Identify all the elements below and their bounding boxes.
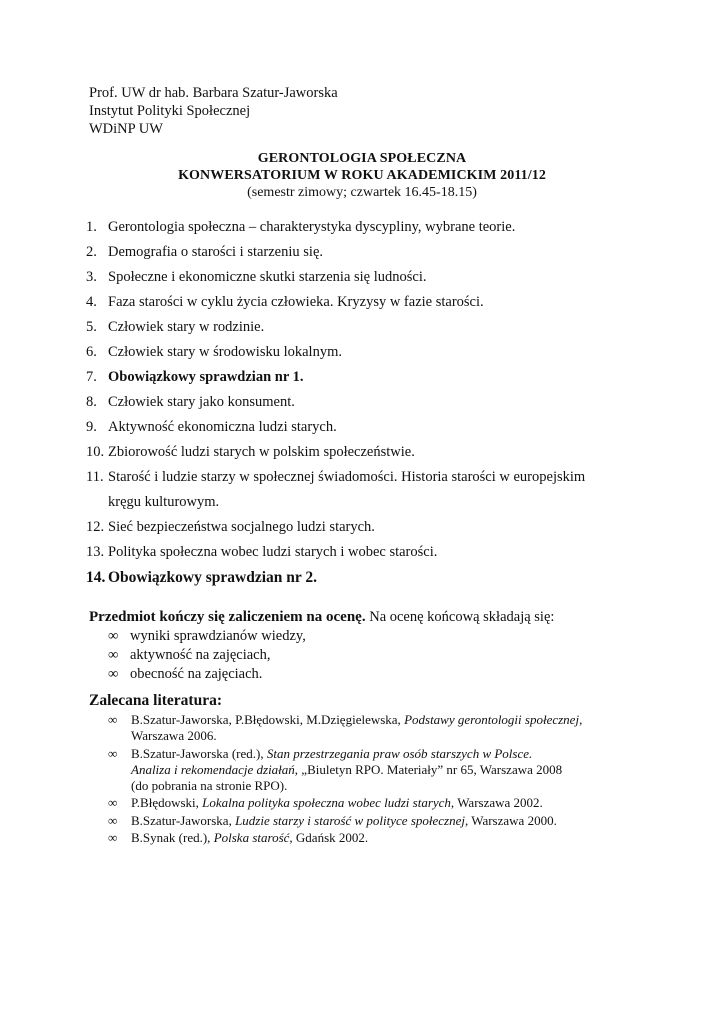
topic-item: 6. Człowiek stary w środowisku lokalnym.	[86, 344, 342, 360]
grading-criterion: ∞ obecność na zajęciach.	[108, 666, 263, 682]
course-title: GERONTOLOGIA SPOŁECZNA	[257, 151, 467, 166]
infinity-bullet-icon: ∞	[108, 745, 118, 761]
topic-item: 1. Gerontologia społeczna – charakterystyka dyscypliny, wybrane teorie.	[86, 219, 516, 235]
grading-criterion: ∞ aktywność na zajęciach,	[108, 647, 271, 663]
topic-item: 12. Sieć bezpieczeństwa socjalnego ludzi starych.	[86, 519, 375, 535]
infinity-bullet-icon: ∞	[108, 795, 118, 810]
literature-entry: ∞ B.Szatur-Jaworska, Ludzie starzy i starość w polityce społecznej, Warszawa 2000.	[108, 812, 557, 828]
infinity-bullet-icon: ∞	[108, 666, 119, 682]
topic-item: 8. Człowiek stary jako konsument.	[86, 394, 295, 410]
topic-item: 10. Zbiorowość ludzi starych w polskim społeczeństwie.	[86, 444, 415, 460]
course-subtitle: KONWERSATORIUM W ROKU AKADEMICKIM 2011/12	[178, 168, 546, 183]
institute-name: Instytut Polityki Społecznej	[89, 103, 251, 119]
infinity-bullet-icon: ∞	[108, 647, 119, 663]
topic-item: 3. Społeczne i ekonomiczne skutki starzenia się ludności.	[86, 269, 427, 285]
topic-item: 11. Starość i ludzie starzy w społecznej świadomości. Historia starości w europejskim kręgu kulturowym.	[86, 469, 586, 510]
grading-criterion: ∞ wyniki sprawdzianów wiedzy,	[108, 628, 306, 644]
literature-heading: Zalecana literatura:	[89, 692, 223, 709]
topic-list	[86, 215, 649, 591]
literature-entry: ∞ B.Synak (red.), Polska starość, Gdańsk 2002.	[108, 830, 369, 845]
grading-criteria-list	[108, 627, 306, 684]
topic-item-exam: 14. Obowiązkowy sprawdzian nr 2.	[86, 569, 317, 586]
topic-item: 13. Polityka społeczna wobec ludzi starych i wobec starości.	[86, 544, 438, 560]
literature-list	[108, 712, 668, 848]
grading-intro: Przedmiot kończy się zaliczeniem na ocenę. Na ocenę końcową składają się:	[89, 609, 555, 625]
literature-entry: ∞ P.Błędowski, Lokalna polityka społeczna wobec ludzi starych, Warszawa 2002.	[108, 795, 543, 810]
literature-entry: ∞ B.Szatur-Jaworska, P.Błędowski, M.Dzięgielewska, Podstawy gerontologii społecznej, Warszawa 2006.	[108, 712, 583, 743]
course-title-block	[0, 150, 724, 201]
infinity-bullet-icon: ∞	[108, 712, 118, 727]
course-schedule: (semestr zimowy; czwartek 16.45-18.15)	[247, 185, 477, 200]
literature-entry: ∞ B.Szatur-Jaworska (red.), Stan przestrzegania praw osób starszych w Polsce. Analiza i rekomendacje działań, „Biuletyn RPO. Materiały” nr 65, Warszawa 2008 (do pobrania na stronie RPO).	[108, 745, 563, 793]
infinity-bullet-icon: ∞	[108, 628, 119, 644]
topic-item: 4. Faza starości w cyklu życia człowieka. Kryzysy w fazie starości.	[86, 294, 484, 310]
topic-item-exam: 7. Obowiązkowy sprawdzian nr 1.	[86, 369, 304, 385]
topic-item: 5. Człowiek stary w rodzinie.	[86, 319, 265, 335]
topic-item: 2. Demografia o starości i starzeniu się.	[86, 244, 324, 260]
infinity-bullet-icon: ∞	[108, 812, 118, 828]
faculty-name: WDiNP UW	[89, 121, 163, 137]
topic-item: 9. Aktywność ekonomiczna ludzi starych.	[86, 419, 337, 435]
infinity-bullet-icon: ∞	[108, 830, 118, 845]
author-name: Prof. UW dr hab. Barbara Szatur-Jaworska	[89, 85, 338, 101]
author-header	[89, 84, 338, 138]
